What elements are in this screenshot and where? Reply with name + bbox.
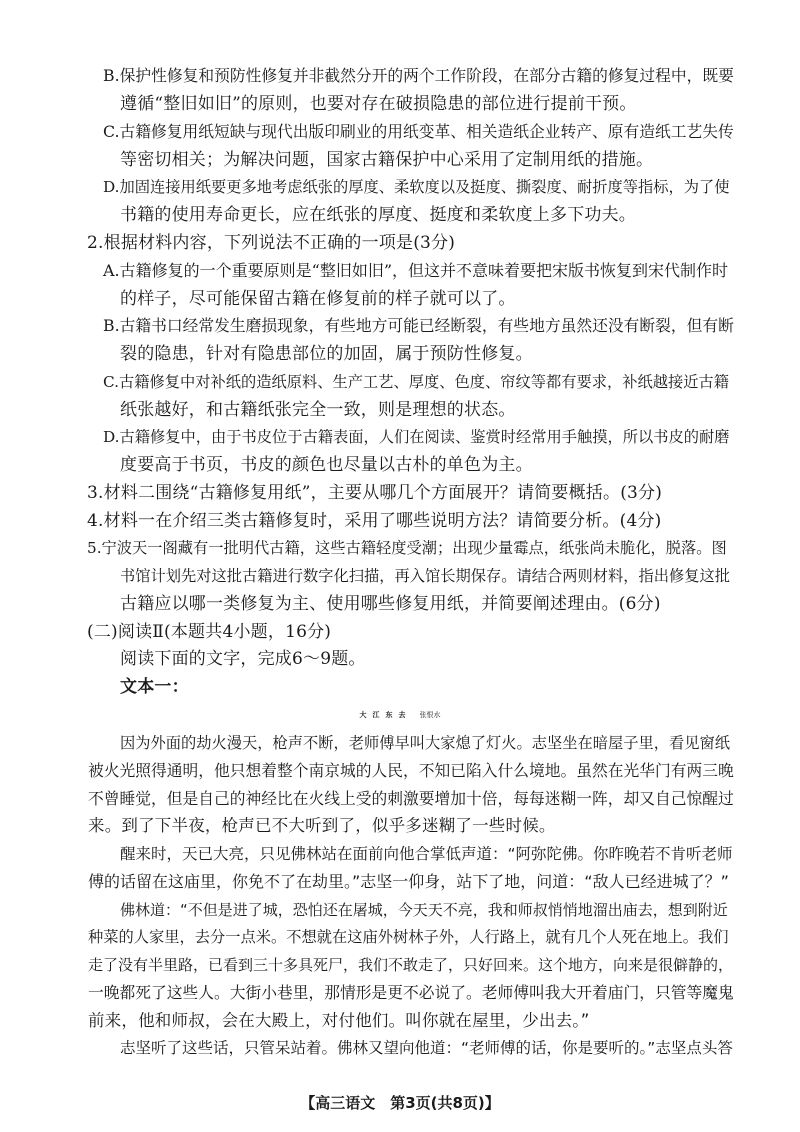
passage-para-1-line-2: 被火光照得通明，他只想着整个南京城的人民，不知已陷入什么境地。虽然在光华门有两三晚 — [88, 761, 734, 780]
option-c-line-1: C.古籍修复用纸短缺与现代出版印刷业的用纸变革、相关造纸企业转产、原有造纸工艺失传 — [103, 122, 734, 141]
q2-option-b-line-2: 裂的隐患，针对有隐患部位的加固，属于预防性修复。 — [120, 344, 533, 364]
q2-option-c-line-2: 纸张越好，和古籍纸张完全一致，则是理想的状态。 — [120, 400, 516, 420]
page-footer: 【高三语文 第3页(共8页)】 — [300, 1094, 500, 1112]
q2-option-a-line-2: 的样子，尽可能保留古籍在修复前的样子就可以了。 — [120, 289, 516, 309]
question-2-stem: 2.根据材料内容，下列说法不正确的一项是(3分) — [87, 233, 456, 253]
passage-title-main: 大江东去 — [359, 710, 412, 719]
question-5-line-2: 书馆计划先对这批古籍进行数字化扫描，再入馆长期保存。请结合两则材料，指出修复这批 — [120, 567, 730, 585]
q2-option-c-line-1: C.古籍修复中对补纸的造纸原料、生产工艺、厚度、色度、帘纹等都有要求，补纸越接近古籍 — [103, 373, 729, 391]
passage-author: 张恨水 — [419, 711, 441, 719]
passage-para-2-line-2: 傅的话留在这庙里，你免不了在劫里。”志坚一仰身，站下了地，问道：“敌人已经进城了？” — [88, 872, 729, 891]
q2-option-d-line-1: D.古籍修复中，由于书皮位于古籍表面，人们在阅读、鉴赏时经常用手触摸，所以书皮的耐磨 — [103, 428, 730, 446]
q2-option-b-line-1: B.古籍书口经常发生磨损现象，有些地方可能已经断裂，有些地方虽然还没有断裂，但有断 — [103, 316, 734, 335]
passage-para-3-line-3: 走了没有半里路，已看到三十多具死尸，我们不敢走了，只好回来。这个地方，向来是很僻静的， — [88, 956, 734, 974]
option-d-line-2: 书籍的使用寿命更长，应在纸张的厚度、挺度和柔软度上多下功夫。 — [120, 205, 636, 225]
passage-para-3-line-1: 佛林道：“不但是进了城，恐怕还在屠城，今天天不亮，我和师叔悄悄地溜出庙去，想到附近 — [120, 901, 728, 919]
option-c-line-2: 等密切相关；为解决问题，国家古籍保护中心采用了定制用纸的措施。 — [120, 150, 654, 170]
text-one-label: 文本一： — [120, 677, 189, 697]
section-heading: (二)阅读Ⅱ(本题共4小题，16分) — [87, 622, 332, 642]
passage-title — [0, 702, 800, 728]
option-d-line-1: D.加固连接用纸要更多地考虑纸张的厚度、柔软度以及挺度、撕裂度、耐折度等指标，为了使 — [103, 178, 730, 196]
passage-para-1-line-4: 来。到了下半夜，枪声已不大听到了，似乎多迷糊了一些时候。 — [88, 816, 556, 835]
passage-para-3-line-4: 一晚都死了这些人。大街小巷里，那情形是更不必说了。老师傅叫我大开着庙门，只管等魔鬼 — [88, 983, 734, 1002]
q2-option-d-line-2: 度要高于书页，书皮的颜色也尽量以古朴的单色为主。 — [120, 455, 533, 475]
passage-para-3-line-2: 种菜的人家里，去分一点米。不想就在这庙外树林子外，人行路上，就有几个人死在地上。我们 — [88, 928, 729, 946]
passage-para-4-line-1: 志坚听了这些话，只管呆站着。佛林又望向他道：“老师傅的话，你是要听的。”志坚点头答 — [120, 1039, 733, 1057]
question-5-line-1: 5.宁波天一阁藏有一批明代古籍，这些古籍轻度受潮；出现少量霉点，纸张尚未脆化，脱落。图 — [87, 539, 727, 557]
passage-para-1-line-3: 不曾睡觉，但是自己的神经比在火线上受的刺激要增加十倍，每每迷糊一阵，却又自己惊醒过 — [88, 789, 734, 808]
passage-para-2-line-1: 醒来时，天已大亮，只见佛林站在面前向他合掌低声道：“阿弥陀佛。你昨晚若不肯听老师 — [120, 845, 733, 863]
option-b-line-1: B.保护性修复和预防性修复并非截然分开的两个工作阶段，在部分古籍的修复过程中，既要 — [103, 66, 734, 85]
reading-instruction: 阅读下面的文字，完成6～9题。 — [120, 649, 366, 669]
q2-option-a-line-1: A.古籍修复的一个重要原则是“整旧如旧”，但这并不意味着要把宋版书恢复到宋代制作时 — [103, 261, 729, 280]
passage-para-3-line-5: 前来，他和师叔，会在大殿上，对付他们。叫你就在屋里，少出去。” — [88, 1011, 590, 1030]
question-5-line-3: 古籍应以哪一类修复为主、使用哪些修复用纸，并简要阐述理由。(6分) — [120, 594, 661, 614]
question-4: 4.材料一在介绍三类古籍修复时，采用了哪些说明方法？请简要分析。(4分) — [87, 511, 662, 531]
option-b-line-2: 遵循“整旧如旧”的原则，也要对存在破损隐患的部位进行提前干预。 — [120, 94, 637, 114]
question-3: 3.材料二围绕“古籍修复用纸”，主要从哪几个方面展开？请简要概括。(3分) — [87, 483, 663, 503]
passage-para-1-line-1: 因为外面的劫火漫天，枪声不断，老师傅早叫大家熄了灯火。志坚坐在暗屋子里，看见窗纸 — [120, 734, 730, 752]
